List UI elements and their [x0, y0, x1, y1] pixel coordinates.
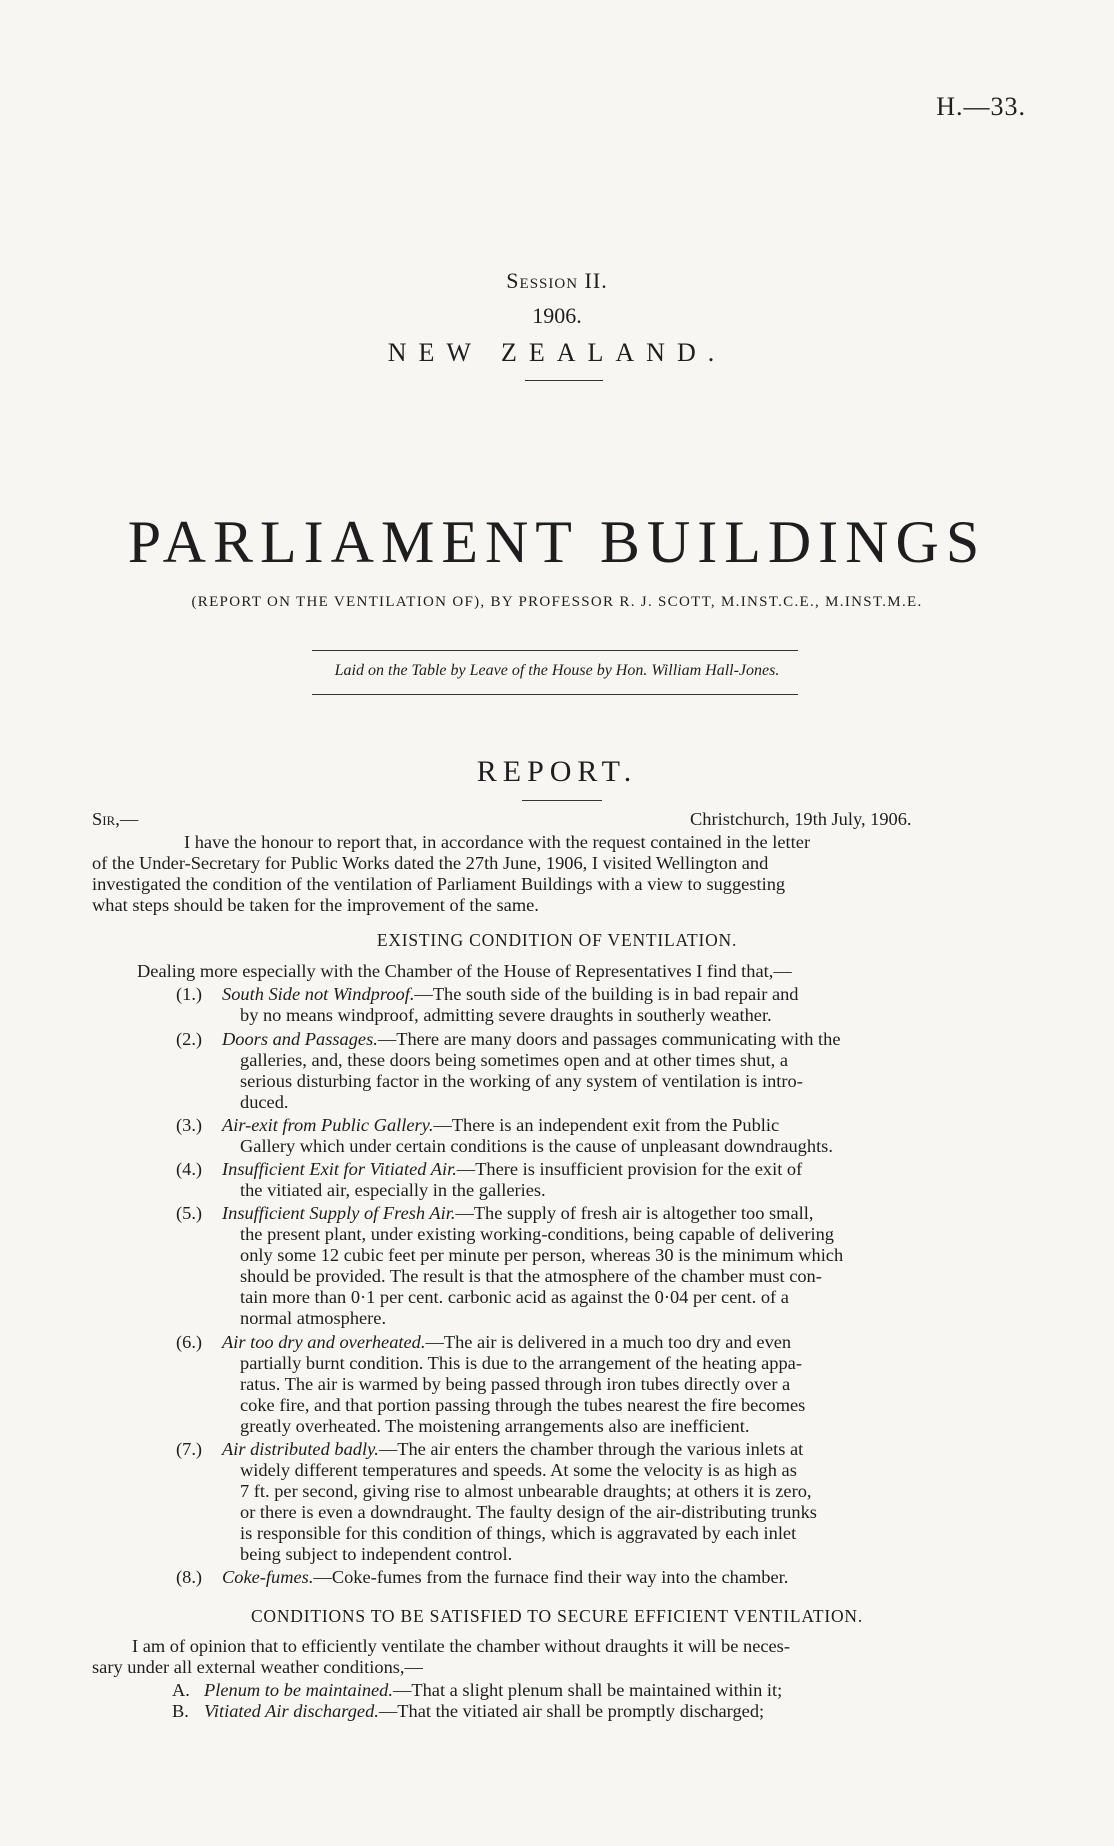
- report-heading: REPORT.: [476, 755, 638, 788]
- intro-line: I have the honour to report that, in accordance with the request contained in the letter: [184, 832, 811, 852]
- list-item-title: Insufficient Exit for Vitiated Air.: [222, 1159, 457, 1179]
- divider: [525, 380, 603, 381]
- list-item-line: galleries, and, these doors being sometimes open and at other times shut, a: [240, 1050, 789, 1070]
- country-label: NEW ZEALAND.: [387, 338, 727, 367]
- list-item-line: Insufficient Supply of Fresh Air.—The supply of fresh air is altogether too small,: [222, 1203, 814, 1223]
- section-heading: EXISTING CONDITION OF VENTILATION.: [376, 930, 738, 950]
- list-item-line: by no means windproof, admitting severe draughts in southerly weather.: [240, 1005, 772, 1025]
- document-subtitle: (REPORT ON THE VENTILATION OF), BY PROFESSOR R. J. SCOTT, M.INST.C.E., M.INST.M.E.: [191, 594, 923, 610]
- page-reference: H.—33.: [936, 92, 1026, 121]
- list-item-number: (2.): [176, 1029, 203, 1049]
- place-date: Christchurch, 19th July, 1906.: [690, 809, 912, 829]
- list-item-line: being subject to independent control.: [240, 1544, 513, 1564]
- list-item-line: coke fire, and that portion passing through the tubes nearest the fire becomes: [240, 1395, 806, 1415]
- salutation: Sir,—: [92, 809, 139, 829]
- list-item-line: Gallery which under certain conditions is the cause of unpleasant downdraughts.: [240, 1136, 833, 1156]
- list-item-line: partially burnt condition. This is due to the arrangement of the heating appa-: [240, 1353, 802, 1373]
- intro-line: investigated the condition of the ventilation of Parliament Buildings with a view to suggesting: [92, 874, 786, 894]
- section-line: I am of opinion that to efficiently ventilate the chamber without draughts it will be neces-: [132, 1636, 790, 1656]
- list-item-line: serious disturbing factor in the working of any system of ventilation is intro-: [240, 1071, 803, 1091]
- list-item-title: South Side not Windproof.: [222, 984, 415, 1004]
- condition-title: Vitiated Air discharged.: [204, 1701, 379, 1721]
- intro-line: what steps should be taken for the improvement of the same.: [92, 895, 539, 915]
- condition-line: Vitiated Air discharged.—That the vitiated air shall be promptly discharged;: [204, 1701, 765, 1721]
- list-item-line: ratus. The air is warmed by being passed through iron tubes directly over a: [240, 1374, 791, 1394]
- list-item-line: is responsible for this condition of things, which is aggravated by each inlet: [240, 1523, 797, 1543]
- list-item-line: tain more than 0·1 per cent. carbonic acid as against the 0·04 per cent. of a: [240, 1287, 789, 1307]
- list-item-number: (6.): [176, 1332, 203, 1352]
- document-title: PARLIAMENT BUILDINGS: [127, 509, 987, 575]
- list-item-title: Doors and Passages.: [222, 1029, 378, 1049]
- list-item-line: widely different temperatures and speeds. At some the velocity is as high as: [240, 1460, 797, 1480]
- list-item-line: the present plant, under existing working-conditions, being capable of delivering: [240, 1224, 834, 1244]
- laid-on-table-line: Laid on the Table by Leave of the House by Hon. William Hall-Jones.: [334, 662, 780, 679]
- list-item-line: Coke-fumes.—Coke-fumes from the furnace find their way into the chamber.: [222, 1567, 789, 1587]
- list-item-title: Air-exit from Public Gallery.: [222, 1115, 434, 1135]
- list-item-number: (5.): [176, 1203, 203, 1223]
- list-item-line: South Side not Windproof.—The south side of the building is in bad repair and: [222, 984, 799, 1004]
- intro-line: of the Under-Secretary for Public Works dated the 27th June, 1906, I visited Wellington and: [92, 853, 769, 873]
- section-line: sary under all external weather conditions,—: [92, 1657, 423, 1677]
- list-item-title: Air too dry and overheated.: [222, 1332, 426, 1352]
- list-item-title: Insufficient Supply of Fresh Air.: [222, 1203, 456, 1223]
- list-item-number: (7.): [176, 1439, 203, 1459]
- condition-letter: A.: [172, 1680, 190, 1700]
- list-item-line: should be provided. The result is that the atmosphere of the chamber must con-: [240, 1266, 822, 1286]
- year-label: 1906.: [532, 303, 582, 328]
- list-item-line: normal atmosphere.: [240, 1308, 387, 1328]
- list-item-number: (1.): [176, 984, 203, 1004]
- section-intro: Dealing more especially with the Chamber of the House of Representatives I find that,—: [137, 961, 792, 981]
- list-item-line: Insufficient Exit for Vitiated Air.—There is insufficient provision for the exit of: [222, 1159, 803, 1179]
- section-heading: CONDITIONS TO BE SATISFIED TO SECURE EFFICIENT VENTILATION.: [250, 1606, 864, 1626]
- list-item-line: or there is even a downdraught. The faulty design of the air-distributing trunks: [240, 1502, 817, 1522]
- list-item-line: 7 ft. per second, giving rise to almost unbearable draughts; at others it is zero,: [240, 1481, 812, 1501]
- list-item-line: duced.: [240, 1092, 289, 1112]
- divider: [522, 800, 602, 801]
- divider: [312, 694, 798, 695]
- list-item-line: Air-exit from Public Gallery.—There is an independent exit from the Public: [222, 1115, 780, 1135]
- condition-title: Plenum to be maintained.: [204, 1680, 393, 1700]
- list-item-title: Coke-fumes.: [222, 1567, 314, 1587]
- list-item-line: Air too dry and overheated.—The air is delivered in a much too dry and even: [222, 1332, 792, 1352]
- list-item-title: Air distributed badly.: [222, 1439, 379, 1459]
- session-label: Session II.: [506, 268, 608, 293]
- list-item-number: (3.): [176, 1115, 203, 1135]
- list-item-line: only some 12 cubic feet per minute per person, whereas 30 is the minimum which: [240, 1245, 844, 1265]
- list-item-number: (4.): [176, 1159, 203, 1179]
- list-item-line: Doors and Passages.—There are many doors and passages communicating with the: [222, 1029, 841, 1049]
- condition-line: Plenum to be maintained.—That a slight plenum shall be maintained within it;: [204, 1680, 783, 1700]
- list-item-line: Air distributed badly.—The air enters the chamber through the various inlets at: [222, 1439, 804, 1459]
- list-item-line: greatly overheated. The moistening arrangements also are inefficient.: [240, 1416, 750, 1436]
- divider: [312, 650, 798, 651]
- list-item-line: the vitiated air, especially in the galleries.: [240, 1180, 546, 1200]
- list-item-number: (8.): [176, 1567, 203, 1587]
- condition-letter: B.: [172, 1701, 189, 1721]
